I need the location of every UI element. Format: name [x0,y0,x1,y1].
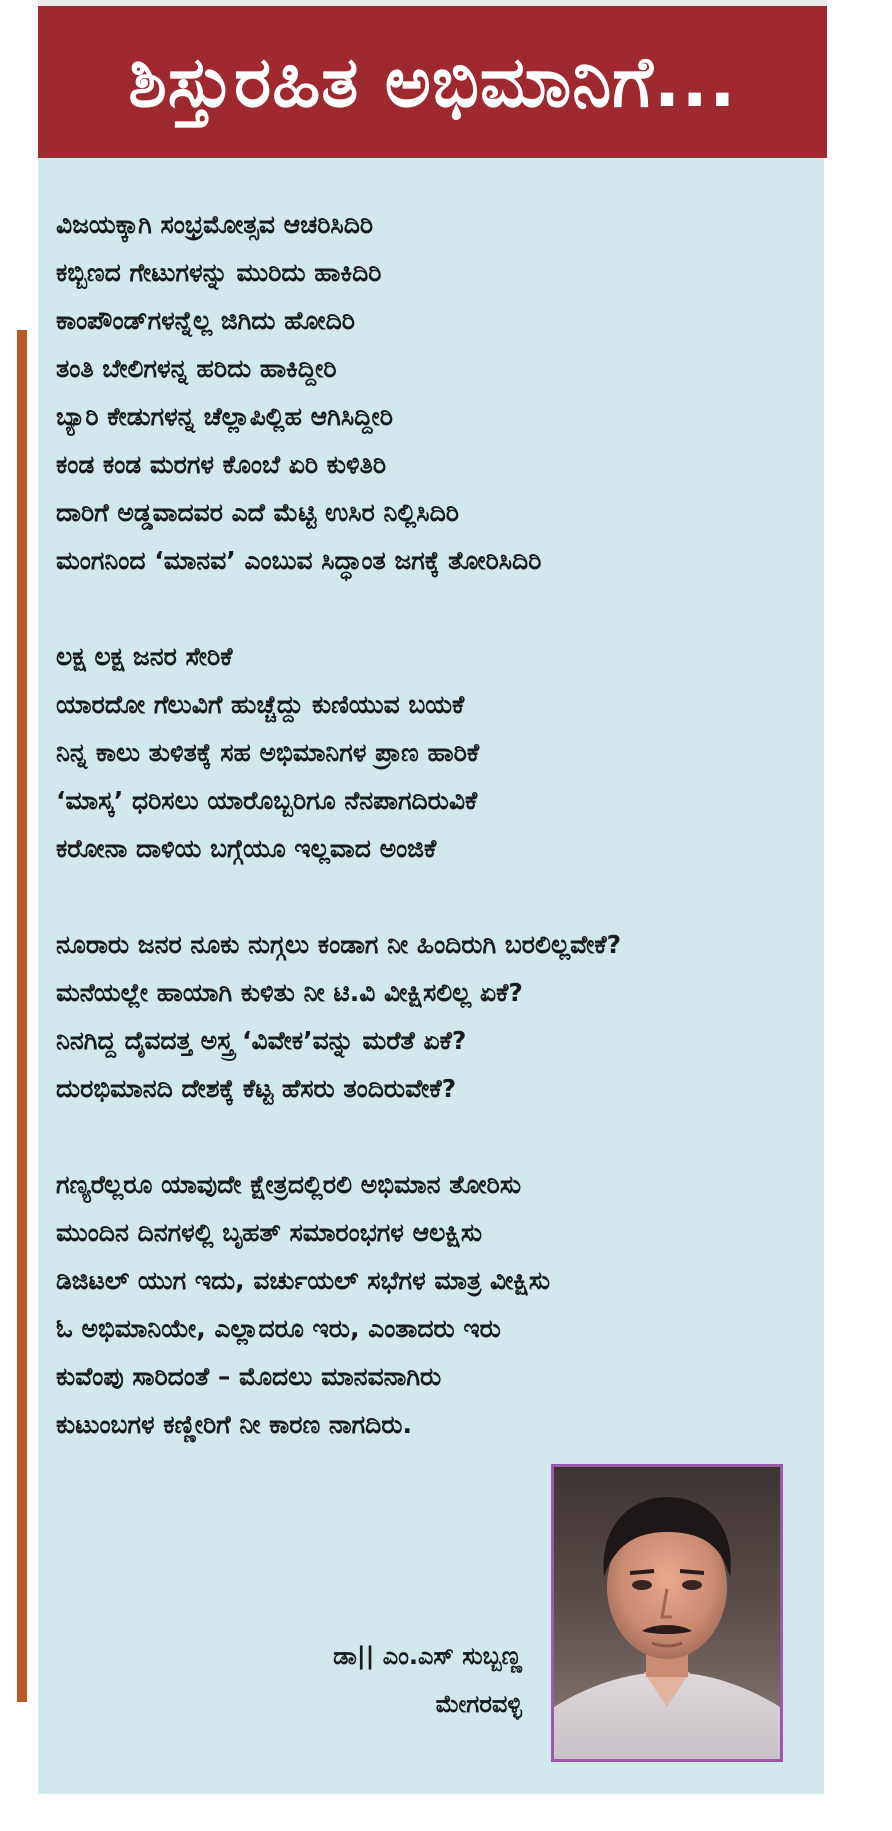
stanza-1 [56,201,816,585]
poem-line: ದುರಭಿಮಾನದಿ ದೇಶಕ್ಕೆ ಕೆಟ್ಟ ಹೆಸರು ತಂದಿರುವೇಕೆ? [56,1074,457,1103]
poem-line: ಲಕ್ಷ ಲಕ್ಷ ಜನರ ಸೇರಿಕೆ [56,642,233,671]
poem-line: ‘ಮಾಸ್ಕ’ ಧರಿಸಲು ಯಾರೊಬ್ಬರಿಗೂ ನೆನಪಾಗದಿರುವಿಕೆ [56,786,478,815]
stanza-4 [56,1161,816,1449]
author-photo [551,1464,783,1762]
poem-line: ಕಬ್ಬಿಣದ ಗೇಟುಗಳನ್ನು ಮುರಿದು ಹಾಕಿದಿರಿ [56,258,382,287]
poem-line: ಕಾಂಪೌಂಡ್‌ಗಳನ್ನೆಲ್ಲ ಜಿಗಿದು ಹೋದಿರಿ [56,306,355,335]
stanza-2 [56,633,816,873]
poem-line: ಮಂಗನಿಂದ ‘ಮಾನವ’ ಎಂಬುವ ಸಿದ್ಧಾಂತ ಜಗಕ್ಕೆ ತೋರಿಸಿದಿರಿ [56,546,542,575]
author-name: ಡಾ|| ಎಂ.ಎಸ್ ಸುಬ್ಬಣ್ಣ [333,1642,522,1670]
stanza-3 [56,921,816,1113]
poem-line: ಕರೋನಾ ದಾಳಿಯ ಬಗ್ಗೆಯೂ ಇಲ್ಲವಾದ ಅಂಜಿಕೆ [56,834,437,863]
author-signature [333,1632,522,1728]
accent-bar [17,330,27,1702]
portrait-image [554,1467,780,1759]
poem-line: ಓ ಅಭಿಮಾನಿಯೇ, ಎಲ್ಲಾದರೂ ಇರು, ಎಂತಾದರು ಇರು [56,1314,501,1343]
poem-line: ಯಾರದೋ ಗೆಲುವಿಗೆ ಹುಚ್ಚೆದ್ದು ಕುಣಿಯುವ ಬಯಕೆ [56,690,465,719]
poem-line: ನಿನ್ನ ಕಾಲು ತುಳಿತಕ್ಕೆ ಸಹ ಅಭಿಮಾನಿಗಳ ಪ್ರಾಣ ಹಾರಿಕೆ [56,738,480,767]
poem-line: ಮುಂದಿನ ದಿನಗಳಲ್ಲಿ ಬೃಹತ್ ಸಮಾರಂಭಗಳ ಆಲಕ್ಷಿಸು [56,1218,483,1247]
poem-line: ಬ್ಯಾರಿ ಕೇಡುಗಳನ್ನ ಚೆಲ್ಲಾಪಿಲ್ಲಿಹ ಆಗಿಸಿದ್ದೀರಿ [56,402,393,431]
poem-line: ಕುಟುಂಬಗಳ ಕಣ್ಣೀರಿಗೆ ನೀ ಕಾರಣ ನಾಗದಿರು. [56,1410,412,1439]
poem-line: ವಿಜಯಕ್ಕಾಗಿ ಸಂಭ್ರಮೋತ್ಸವ ಆಚರಿಸಿದಿರಿ [56,210,374,239]
poem-line: ಗಣ್ಯರೆಲ್ಲರೂ ಯಾವುದೇ ಕ್ಷೇತ್ರದಲ್ಲಿರಲಿ ಅಭಿಮಾನ ತೋರಿಸು [56,1170,522,1199]
poem-line: ಕುವೆಂಪು ಸಾರಿದಂತೆ – ಮೊದಲು ಮಾನವನಾಗಿರು [56,1362,442,1391]
poem-line: ಕಂಡ ಕಂಡ ಮರಗಳ ಕೊಂಬೆ ಏರಿ ಕುಳಿತಿರಿ [56,450,387,479]
poem-body [56,201,816,1497]
poem-line: ತಂತಿ ಬೇಲಿಗಳನ್ನ ಹರಿದು ಹಾಕಿದ್ದೀರಿ [56,354,337,383]
poem-line: ನೂರಾರು ಜನರ ನೂಕು ನುಗ್ಗಲು ಕಂಡಾಗ ನೀ ಹಿಂದಿರುಗಿ ಬರಲಿಲ್ಲವೇಕೆ? [56,930,622,959]
poem-line: ಡಿಜಿಟಲ್ ಯುಗ ಇದು, ವರ್ಚುಯಲ್ ಸಭೆಗಳ ಮಾತ್ರ ವೀಕ್ಷಿಸು [56,1266,551,1295]
poem-line: ಮನೆಯಲ್ಲೇ ಹಾಯಾಗಿ ಕುಳಿತು ನೀ ಟಿ.ವಿ ವೀಕ್ಷಿಸಲಿಲ್ಲ ಏಕೆ? [56,978,523,1007]
poem-title: ಶಿಸ್ತುರಹಿತ ಅಭಿಮಾನಿಗೆ... [128,41,737,123]
author-place: ಮೇಗರವಳ್ಳಿ [435,1690,522,1718]
title-banner [38,6,827,158]
poem-line: ನಿನಗಿದ್ದ ದೈವದತ್ತ ಅಸ್ತ್ರ ‘ವಿವೇಕ’ವನ್ನು ಮರೆತೆ ಏಕೆ? [56,1026,467,1055]
poem-line: ದಾರಿಗೆ ಅಡ್ಡವಾದವರ ಎದೆ ಮೆಟ್ಟಿ ಉಸಿರ ನಿಲ್ಲಿಸಿದಿರಿ [56,498,459,527]
